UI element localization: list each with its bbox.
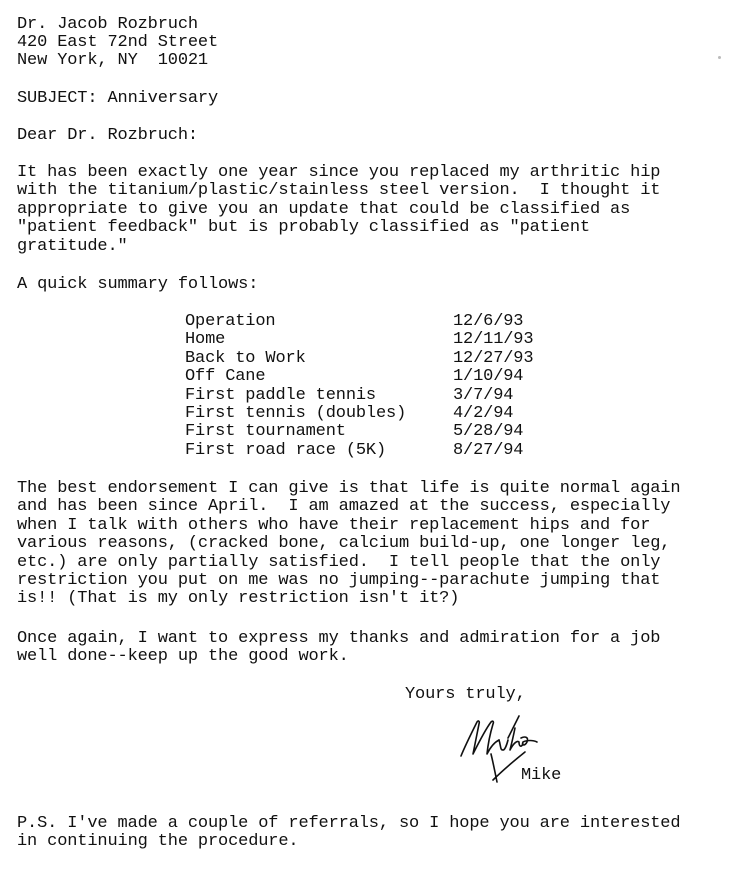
subject-line: SUBJECT: Anniversary xyxy=(17,89,219,108)
paragraph-line: Once again, I want to express my thanks and admiration for a job xyxy=(17,629,661,648)
recipient-name: Dr. Jacob Rozbruch xyxy=(17,15,198,34)
summary-row xyxy=(185,405,585,423)
paragraph-line: The best endorsement I can give is that life is quite normal again xyxy=(17,479,681,498)
summary-row xyxy=(185,423,585,441)
paragraph-line: appropriate to give you an update that could be classified as xyxy=(17,199,631,219)
summary-event: Home xyxy=(185,330,226,350)
paragraph-line: with the titanium/plastic/stainless steel version. I thought it xyxy=(17,181,661,201)
summary-row xyxy=(185,368,585,386)
paragraph-line: and has been since April. I am amazed at the success, especially xyxy=(17,497,671,517)
summary-row xyxy=(185,442,585,460)
summary-intro: A quick summary follows: xyxy=(17,275,259,294)
paragraph-thanks xyxy=(17,630,739,667)
salutation: Dear Dr. Rozbruch: xyxy=(17,126,198,145)
summary-event: Off Cane xyxy=(185,367,266,387)
summary-date: 12/6/93 xyxy=(453,312,524,331)
signer-name: Mike xyxy=(521,766,562,785)
paragraph-line: It has been exactly one year since you replaced my arthritic hip xyxy=(17,163,661,182)
paragraph-line: "patient feedback" but is probably classified as "patient xyxy=(17,218,590,238)
summary-date: 1/10/94 xyxy=(453,367,524,387)
postscript xyxy=(17,815,739,852)
summary-event: First tennis (doubles) xyxy=(185,404,407,424)
summary-date: 5/28/94 xyxy=(453,422,524,442)
scan-speck xyxy=(718,56,721,59)
paragraph-intro xyxy=(17,164,739,256)
paragraph-line: when I talk with others who have their replacement hips and for xyxy=(17,515,651,535)
paragraph-endorsement xyxy=(17,480,739,609)
postscript-line: in continuing the procedure. xyxy=(17,832,299,852)
summary-table xyxy=(185,313,585,460)
summary-row xyxy=(185,313,585,331)
summary-event: Back to Work xyxy=(185,348,306,368)
recipient-city: New York, NY 10021 xyxy=(17,51,208,70)
paragraph-line: various reasons, (cracked bone, calcium build-up, one longer leg, xyxy=(17,534,671,554)
summary-date: 12/11/93 xyxy=(453,330,534,350)
summary-date: 3/7/94 xyxy=(453,385,514,405)
summary-row xyxy=(185,350,585,368)
recipient-street: 420 East 72nd Street xyxy=(17,33,219,52)
summary-date: 12/27/93 xyxy=(453,348,534,368)
summary-row xyxy=(185,387,585,405)
paragraph-line: is!! (That is my only restriction isn't it?) xyxy=(17,589,460,609)
summary-date: 8/27/94 xyxy=(453,440,524,460)
postscript-line: P.S. I've made a couple of referrals, so I hope you are interested xyxy=(17,814,681,833)
summary-row xyxy=(185,331,585,349)
summary-event: First paddle tennis xyxy=(185,385,376,405)
summary-event: First road race (5K) xyxy=(185,440,387,460)
paragraph-line: well done--keep up the good work. xyxy=(17,647,349,667)
paragraph-line: restriction you put on me was no jumping--parachute jumping that xyxy=(17,571,661,591)
summary-date: 4/2/94 xyxy=(453,404,514,424)
paragraph-line: etc.) are only partially satisfied. I tell people that the only xyxy=(17,552,661,572)
closing: Yours truly, xyxy=(405,685,526,704)
paragraph-line: gratitude." xyxy=(17,236,128,256)
summary-event: Operation xyxy=(185,312,276,331)
summary-event: First tournament xyxy=(185,422,346,442)
